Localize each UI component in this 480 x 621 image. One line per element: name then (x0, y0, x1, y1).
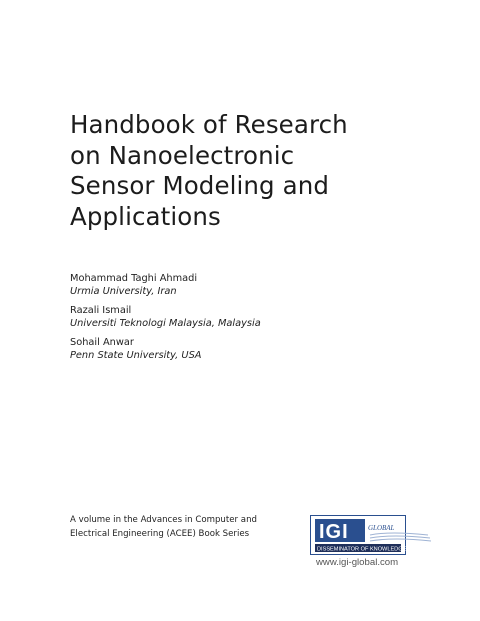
publisher-url[interactable]: www.igi-global.com (316, 557, 399, 568)
book-title (70, 110, 410, 232)
author-entry (70, 273, 410, 298)
book-title-line: Sensor Modeling and (70, 171, 329, 200)
igi-global-logo (310, 515, 432, 555)
book-title-line: on Nanoelectronic (70, 140, 295, 170)
author-affiliation: Urmia University, Iran (70, 285, 177, 297)
logo-global: GLOBAL (368, 524, 395, 532)
series-line: A volume in the Advances in Computer and (70, 515, 257, 525)
author-affiliation: Universiti Teknologi Malaysia, Malaysia (70, 317, 261, 329)
logo-letters: IGI (319, 521, 349, 543)
author-list (70, 273, 410, 369)
author-name: Sohail Anwar (70, 337, 134, 348)
author-name: Razali Ismail (70, 305, 132, 316)
series-line: Electrical Engineering (ACEE) Book Series (70, 529, 250, 539)
book-title-line: Handbook of Research (70, 110, 348, 139)
book-series-note (70, 513, 290, 541)
author-affiliation: Penn State University, USA (70, 349, 202, 361)
logo-tagline: DISSEMINATOR OF KNOWLEDGE (317, 546, 407, 553)
book-title-line: Applications (70, 201, 221, 231)
author-name: Mohammad Taghi Ahmadi (70, 273, 198, 284)
author-entry (70, 305, 410, 330)
author-entry (70, 337, 410, 362)
